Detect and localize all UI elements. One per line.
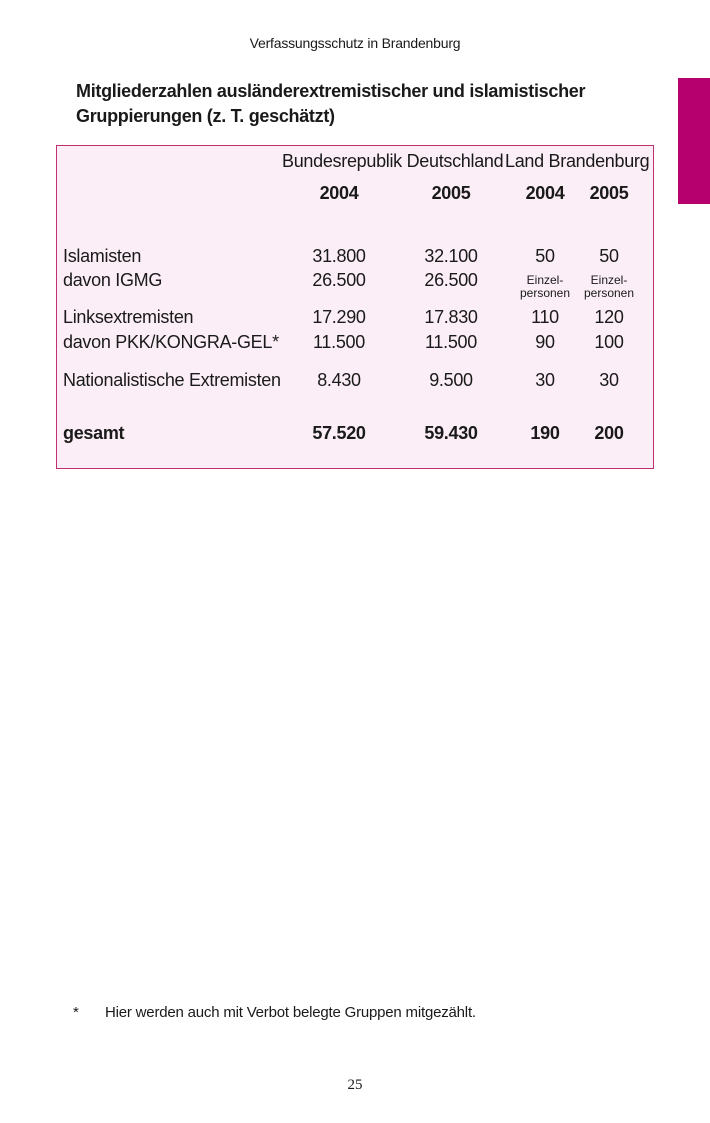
running-head: Verfassungsschutz in Brandenburg [249,35,461,51]
cell-islamisten-brd-2005: 32.100 [424,246,478,266]
cell-pkk-bb-2004: 90 [535,332,555,352]
cell-pkk-bb-2005: 100 [594,332,624,352]
cell-linksextremisten-brd-2005: 17.830 [424,307,478,327]
table-title [76,79,656,129]
cell-nationalistische-bb-2005: 30 [599,370,619,390]
cell-gesamt-bb-2005: 200 [594,423,624,443]
year-header-bb-2004: 2004 [525,183,565,203]
row-label-nationalistische-extremisten: Nationalistische Extremisten [63,370,281,390]
header-brandenburg: Land Brandenburg [505,151,650,171]
chapter-tab-marker [678,78,710,204]
row-label-linksextremisten: Linksextremisten [63,307,194,327]
cell-igmg-brd-2005: 26.500 [424,270,478,290]
year-header-brd-2004: 2004 [319,183,359,203]
cell-nationalistische-brd-2005: 9.500 [429,370,473,390]
page-number: 25 [347,1077,363,1093]
year-header-bb-2005: 2005 [589,183,629,203]
membership-table [56,145,654,469]
cell-linksextremisten-bb-2004: 110 [531,307,559,327]
cell-pkk-brd-2004: 11.500 [313,332,365,352]
year-header-brd-2005: 2005 [431,183,471,203]
cell-nationalistische-bb-2004: 30 [535,370,555,390]
row-label-pkk: davon PKK/KONGRA-GEL* [63,332,279,352]
cell-igmg-bb-2005: Einzel- personen [583,273,635,300]
footnote-text: Hier werden auch mit Verbot belegte Gruppen mitgezählt. [105,1004,476,1021]
table-title-line-2: Gruppierungen (z. T. geschätzt) [76,106,335,126]
cell-islamisten-bb-2004: 50 [535,246,555,266]
cell-islamisten-brd-2004: 31.800 [312,246,366,266]
cell-nationalistische-brd-2004: 8.430 [317,370,361,390]
cell-igmg-brd-2004: 26.500 [312,270,366,290]
header-bundesrepublik: Bundesrepublik Deutschland [282,151,504,171]
cell-gesamt-brd-2004: 57.520 [312,423,366,443]
row-label-islamisten: Islamisten [63,246,142,266]
row-label-igmg: davon IGMG [63,270,163,290]
row-label-gesamt: gesamt [63,423,125,443]
cell-gesamt-brd-2005: 59.430 [424,423,478,443]
cell-pkk-brd-2005: 11.500 [425,332,477,352]
cell-linksextremisten-brd-2004: 17.290 [312,307,366,327]
footnote-marker: * [73,1004,79,1021]
cell-igmg-bb-2004: Einzel- personen [519,273,571,300]
cell-linksextremisten-bb-2005: 120 [594,307,624,327]
cell-gesamt-bb-2004: 190 [530,423,560,443]
cell-islamisten-bb-2005: 50 [599,246,619,266]
table-title-line-1: Mitgliederzahlen ausländerextremistischer und islamistischer [76,81,586,101]
